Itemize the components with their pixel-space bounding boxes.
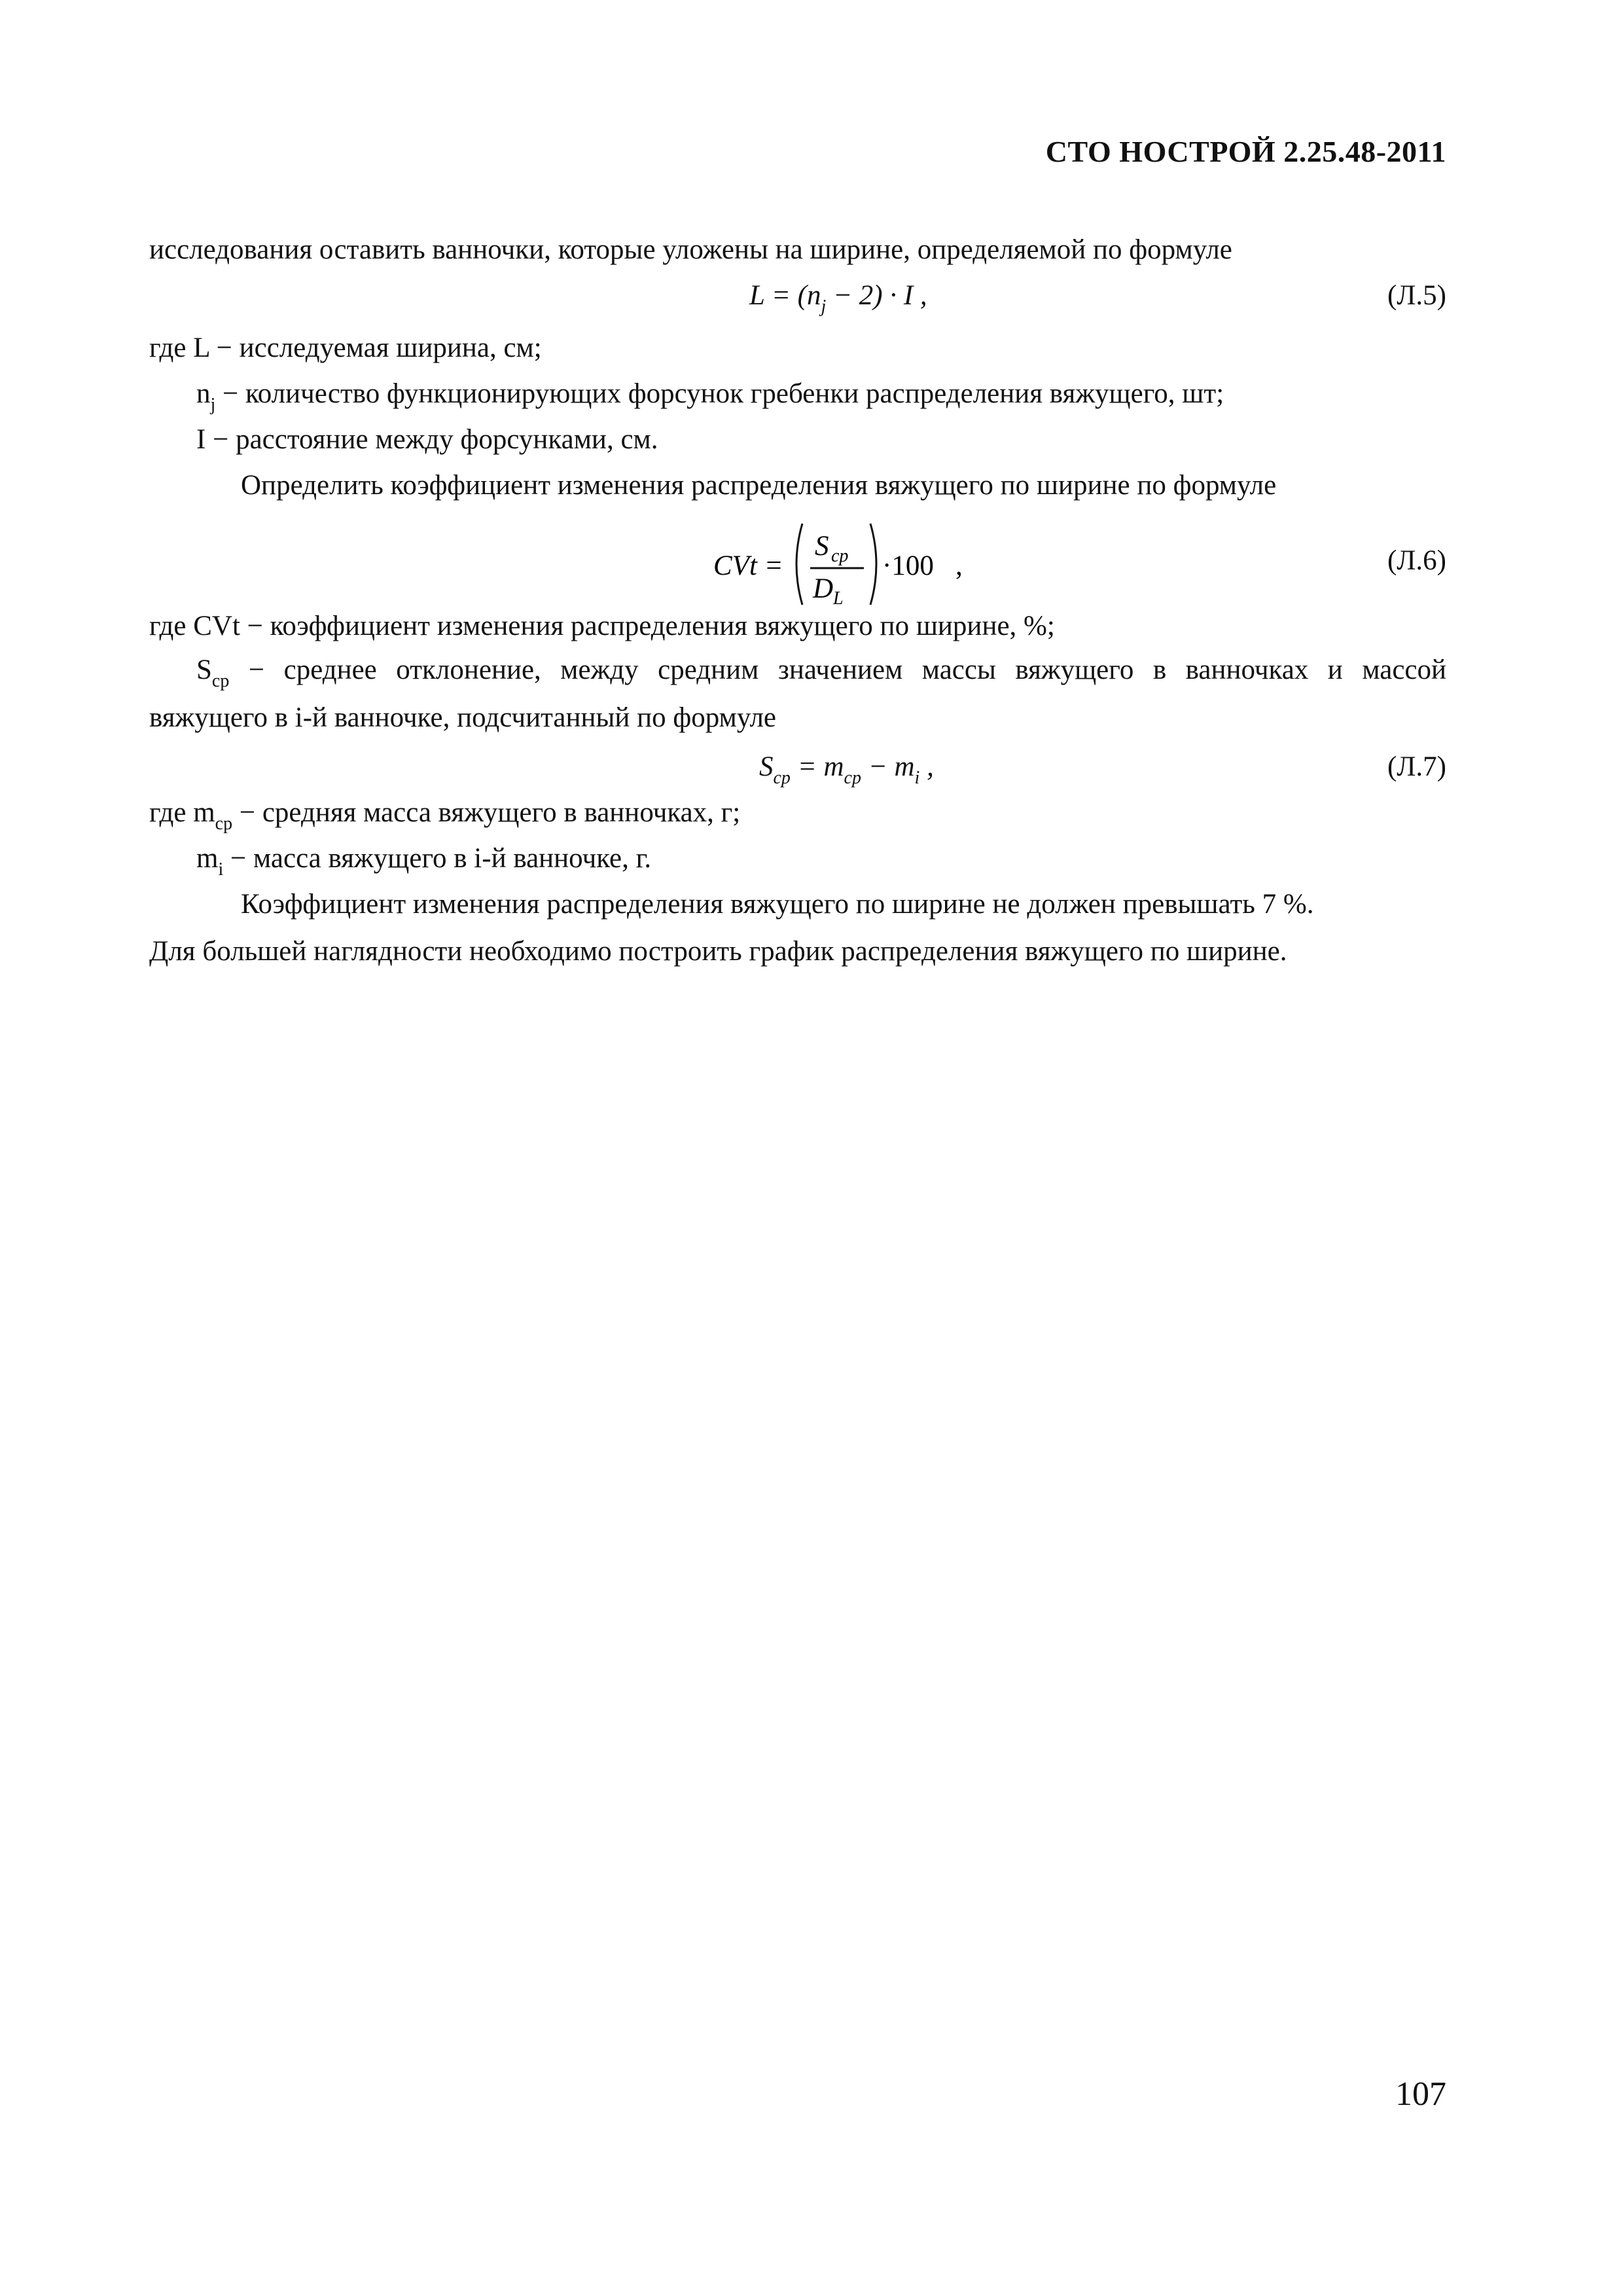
symbol-subscript: j xyxy=(210,395,216,415)
paragraph-line: Для большей наглядности необходимо построить график распределения вяжущего по ширине. xyxy=(149,936,1287,967)
equation-number-l6: (Л.6) xyxy=(1387,545,1446,576)
definition-text: − средняя масса вяжущего в ванночках, г; xyxy=(232,797,741,828)
paragraph-line: исследования оставить ванночки, которые уложены на ширине, определяемой по формуле xyxy=(149,234,1232,265)
definition-text: − количество функционирующих форсунок гребенки распределения вяжущего, шт; xyxy=(215,378,1224,409)
document-header: СТО НОСТРОЙ 2.25.48-2011 xyxy=(1045,135,1446,168)
definition-line xyxy=(149,797,741,834)
definition-line: I − расстояние между форсунками, см. xyxy=(196,424,658,455)
paragraph-line: Определить коэффициент изменения распределения вяжущего по ширине по формуле xyxy=(241,470,1277,501)
equation-l6-numerator-sub: ср xyxy=(831,546,849,566)
equation-l5-rhs: − 2) · I , xyxy=(826,280,927,311)
equation-l5-sub: j xyxy=(821,296,827,317)
equation-l6-comma: , xyxy=(955,550,963,581)
definition-line: где L − исследуемая ширина, см; xyxy=(149,332,542,363)
symbol-subscript: ср xyxy=(211,671,230,691)
equation-l6-multiplier: ·100 xyxy=(882,550,934,581)
equation-l7 xyxy=(759,751,934,788)
equation-number-l7: (Л.7) xyxy=(1387,751,1446,782)
equation-l7-mi-sub: i xyxy=(914,768,920,788)
equation-l7-comma: , xyxy=(919,751,934,782)
equation-l6-left-paren xyxy=(796,524,802,605)
definition-prefix: где m xyxy=(149,797,215,828)
symbol: n xyxy=(196,378,211,409)
equation-l6-numerator: S xyxy=(815,531,829,562)
definition-line xyxy=(196,378,1224,415)
definition-line: где CVt − коэффициент изменения распределения вяжущего по ширине, %; xyxy=(149,611,1055,641)
page-number: 107 xyxy=(1395,2075,1446,2113)
symbol-subscript: ср xyxy=(215,814,233,834)
definition-line xyxy=(196,843,652,880)
definition-line xyxy=(196,655,1446,691)
symbol: m xyxy=(196,843,219,874)
equation-l7-s-sub: ср xyxy=(773,768,791,788)
definition-line: вяжущего в i-й ванночке, подсчитанный по формуле xyxy=(149,702,777,733)
equation-l7-m-sub: ср xyxy=(844,768,861,788)
equation-l6-denominator-sub: L xyxy=(833,588,844,609)
equation-number-l5: (Л.5) xyxy=(1387,280,1446,311)
equation-l6 xyxy=(707,517,982,615)
equation-l5-lhs: L = (n xyxy=(749,280,821,311)
paragraph-line: Коэффициент изменения распределения вяжущего по ширине не должен превышать 7 %. xyxy=(241,889,1314,920)
equation-l5 xyxy=(749,280,927,317)
definition-text: − среднее отклонение, между средним значением массы вяжущего в ванночках и массой xyxy=(229,655,1446,685)
equation-l6-lhs: CVt = xyxy=(713,550,783,581)
equation-l7-minus: − m xyxy=(861,751,915,782)
symbol: S xyxy=(196,655,212,685)
equation-l6-denominator: D xyxy=(813,573,834,604)
equation-l6-right-paren xyxy=(870,524,876,605)
equation-l7-s: S xyxy=(759,751,774,782)
equation-l7-eq: = m xyxy=(790,751,844,782)
symbol-subscript: i xyxy=(218,859,224,880)
definition-text: − масса вяжущего в i-й ванночке, г. xyxy=(223,843,652,874)
